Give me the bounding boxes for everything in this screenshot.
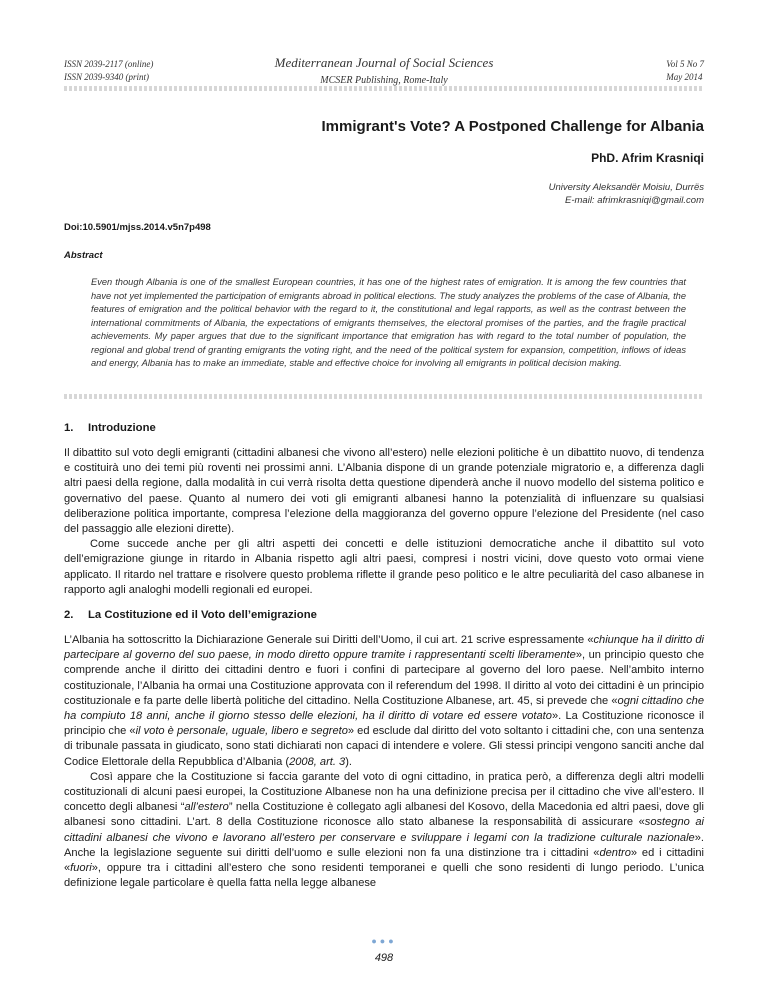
journal-name: Mediterranean Journal of Social Sciences [274,55,494,70]
paper-title: Immigrant's Vote? A Postponed Challenge for Albania [321,118,704,135]
header-divider [64,86,704,91]
publisher: MCSER Publishing, Rome-Italy [320,75,448,86]
paragraph: Così appare che la Costituzione si faccia garante del voto di ogni cittadino, in pratica però, a differenza degli altri modelli costituzionali di alcuni paesi europei, la Costituzione Albanese non ha una definizione precisa per il cittadino che vive all’estero. Il concetto degli albanesi “all’estero” nella Costituzione è collegato agli albanesi del Kosovo, della Macedonia ed altri paesi, dove gli albanesi sono cittadini. L’art. 8 della Costituzione riconosce allo stato albanese la responsabilità di assicurare «sostegno ai cittadini albanesi che vivono e lavorano all’estero per conservare e sviluppare i legami con la tradizione culturale nazionale». Anche la legislazione seguente sui diritti dell’uomo e sulle elezioni non fa una distinzione tra i cittadini «dentro» ed i cittadini «fuori», oppure tra i cittadini all’estero che sono residenti temporanei e quelli che sono residenti di lungo periodo. L’unica definizione legale particolare è quella fatta nella legge albanese [64,770,704,890]
section-number: 1. [64,422,74,434]
issue-date: May 2014 [666,72,703,82]
author-email: E-mail: afrimkrasniqi@gmail.com [565,195,704,206]
section-number: 2. [64,609,74,621]
doi: Doi:10.5901/mjss.2014.v5n7p498 [64,222,211,233]
issn-online: ISSN 2039-2117 (online) [64,59,154,69]
page-number: 498 [374,952,394,964]
paragraph: Il dibattito sul voto degli emigranti (cittadini albanesi che vivono all’estero) nelle elezioni politiche è un dibattito nuovo, di tendenza e costituirà uno dei temi più roventi nei prossimi anni. L’Albania dispone di un grande potenziale migratorio e, a differenza dagli altri paesi della regione, dalla modalità in cui verrà risolta detta questione dipenderà anche il nuovo modello del sistema politico e governativo del paese. Quanto al numero dei voti gli emigranti albanesi hanno la potenzialità di influenzare su qualsiasi deliberazione politica importante, compresa l’elezione della maggioranza del governo oppure l’elezione del Presidente (nel caso del passaggio alle elezioni dirette). [64,447,704,536]
volume-block [666,58,704,84]
section-title: La Costituzione ed il Voto dell’emigrazione [88,609,317,621]
section-2-body [64,633,704,891]
affiliation: University Aleksandër Moisiu, Durrës [548,182,704,193]
section-title: Introduzione [88,422,156,434]
abstract-text: Even though Albania is one of the smallest European countries, it has one of the highest rates of emigration. It is among the few countries that have not yet implemented the participation of emigrants abroad in political elections. The study analyzes the problems of the case of Albania, the features of emigration and the political behavior with the regard to it, the constitutional and legal rapports, as well as the contrast between the international commitments of Albania, the expectations of emigrants themselves, the electoral promises of the parties, and the fragile practical achievements. My paper argues that due to the significant importance that emigration has with regard to the total number of population, the regional and global trend of granting emigrants the voting right, and the need of the political system for expansion, competition, inflows of ideas and energy, Albania has to make an immediate, stable and effective choice for involving all emigrants in political decision making. [91,277,686,368]
section-1-body [64,446,704,598]
author-name: PhD. Afrim Krasniqi [591,151,704,165]
paragraph: Come succede anche per gli altri aspetti dei concetti e delle istituzioni democratiche anche il dibattito sul voto dell’emigrazione giunge in ritardo in Albania rispetto agli altri paesi, compresi i nostri vicini, dove questo voto ormai viene applicato. Il ritardo nel trattare e risolvere questo problema riflette il grande peso politico e le altre peculiarità del caso albanese in rapporto agli analoghi modelli regionali ed europei. [64,538,704,596]
issn-print: ISSN 2039-9340 (print) [64,72,149,82]
abstract-heading: Abstract [64,250,103,261]
footer-ornament: ●●● [371,936,397,946]
journal-block [64,54,704,88]
section-heading-2 [64,609,317,621]
author-affiliation [64,181,704,207]
section-heading-1 [64,422,156,434]
paragraph: L’Albania ha sottoscritto la Dichiarazione Generale sui Diritti dell’Uomo, il cui art. 21 scrive espressamente «chiunque ha il diritto di partecipare al governo del suo paese, in modo diretto oppure tramite i rappresentanti scelti liberamente», un principio questo che comprende anche il diritto dei cittadini dentro e fuori i confini di partecipare al governo del loro paese. Nell’ambito interno costituzionale, l’Albania ha ormai una Costituzione approvata con il referendum del 1998. Il diritto al voto dei cittadini è un principio costituzionale e fa parte delle libertà politiche del cittadino. Nella Costituzione Albanese, art. 45, si prevede che «ogni cittadino che ha compiuto 18 anni, anche il giorno stesso delle elezioni, ha il diritto di votare ed essere votato». La Costituzione riconosce il principio che «il voto è personale, uguale, libero e segreto» ed esclude dal diritto del voto soltanto i cittadini che, con una sentenza di tribunale passata in giudicato, sono stati dichiarati non capaci di intendere e volere. Gli stessi principi vengono sanciti anche dal Codice Elettorale della Repubblica d’Albania (2008, art. 3). [64,634,705,768]
volume: Vol 5 No 7 [666,59,704,69]
abstract-divider [64,394,704,399]
